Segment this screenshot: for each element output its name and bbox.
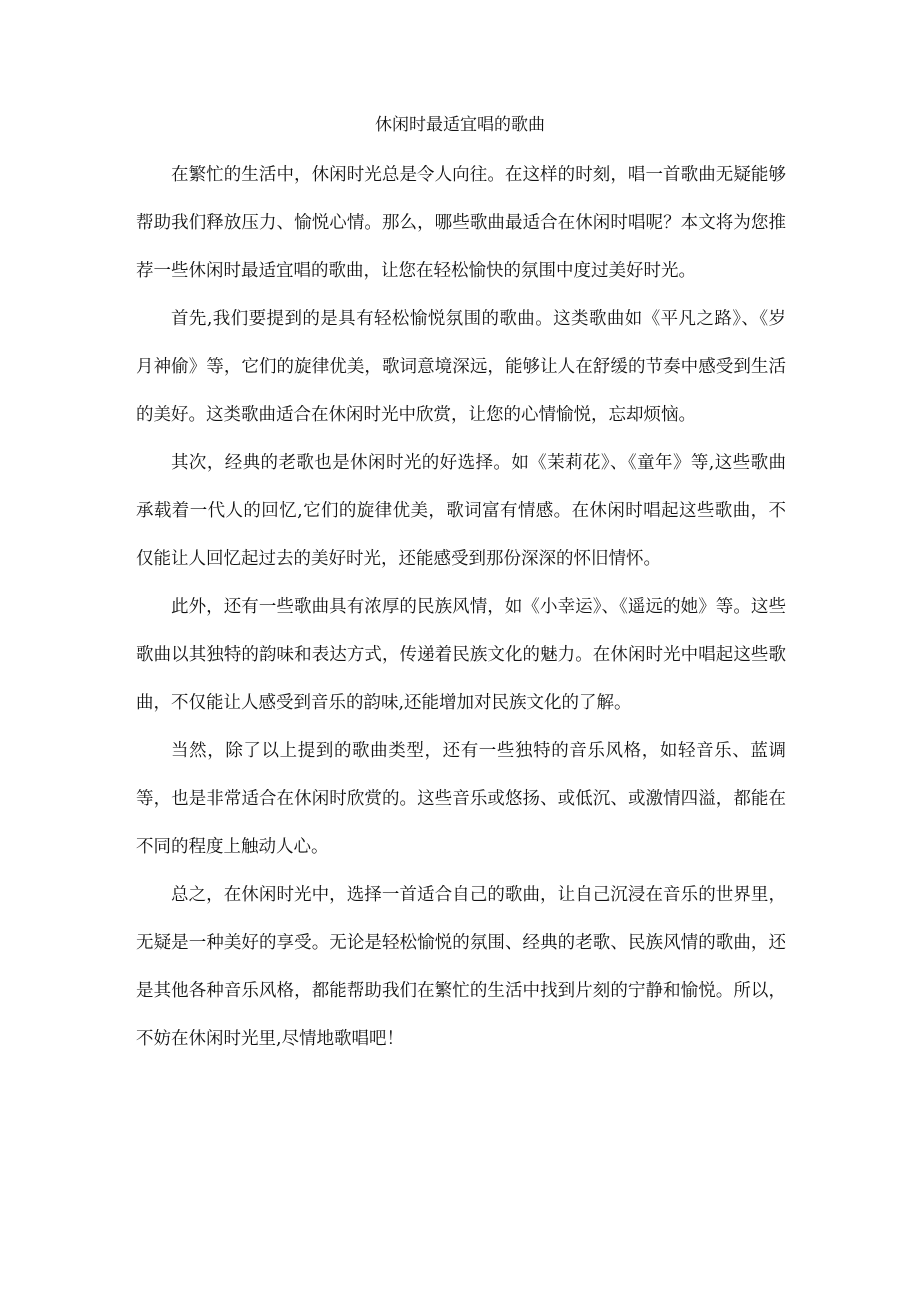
paragraph-classic-songs: 其次，经典的老歌也是休闲时光的好选择。如《茉莉花》、《童年》等,这些歌曲承载着一代人的回忆,它们的旋律优美，歌词富有情感。在休闲时唱起这些歌曲，不仅能让人回忆起过去的美好时光，还能感受到那份深深的怀旧情怀。 (136, 453, 786, 569)
document-body (136, 151, 786, 1063)
paragraph-intro: 在繁忙的生活中，休闲时光总是令人向往。在这样的时刻，唱一首歌曲无疑能够帮助我们释放压力、愉悦心情。那么，哪些歌曲最适合在休闲时唱呢？本文将为您推荐一些休闲时最适宜唱的歌曲，让您在轻松愉快的氛围中度过美好时光。 (136, 165, 786, 281)
paragraph-conclusion: 总之，在休闲时光中，选择一首适合自己的歌曲，让自己沉浸在音乐的世界里，无疑是一种美好的享受。无论是轻松愉悦的氛围、经典的老歌、民族风情的歌曲，还是其他各种音乐风格，都能帮助我们在繁忙的生活中找到片刻的宁静和愉悦。所以，不妨在休闲时光里,尽情地歌唱吧！ (136, 885, 786, 1049)
paragraph-folk-songs: 此外，还有一些歌曲具有浓厚的民族风情，如《小幸运》、《遥远的她》等。这些歌曲以其独特的韵味和表达方式，传递着民族文化的魅力。在休闲时光中唱起这些歌曲，不仅能让人感受到音乐的韵味,还能增加对民族文化的了解。 (136, 597, 786, 713)
paragraph-music-styles: 当然，除了以上提到的歌曲类型，还有一些独特的音乐风格，如轻音乐、蓝调等，也是非常适合在休闲时欣赏的。这些音乐或悠扬、或低沉、或激情四溢，都能在不同的程度上触动人心。 (136, 741, 786, 857)
document-title: 休闲时最适宜唱的歌曲 (375, 115, 545, 135)
paragraph-relaxing-songs: 首先,我们要提到的是具有轻松愉悦氛围的歌曲。这类歌曲如《平凡之路》、《岁月神偷》等，它们的旋律优美，歌词意境深远，能够让人在舒缓的节奏中感受到生活的美好。这类歌曲适合在休闲时光中欣赏，让您的心情愉悦，忘却烦恼。 (136, 309, 786, 425)
